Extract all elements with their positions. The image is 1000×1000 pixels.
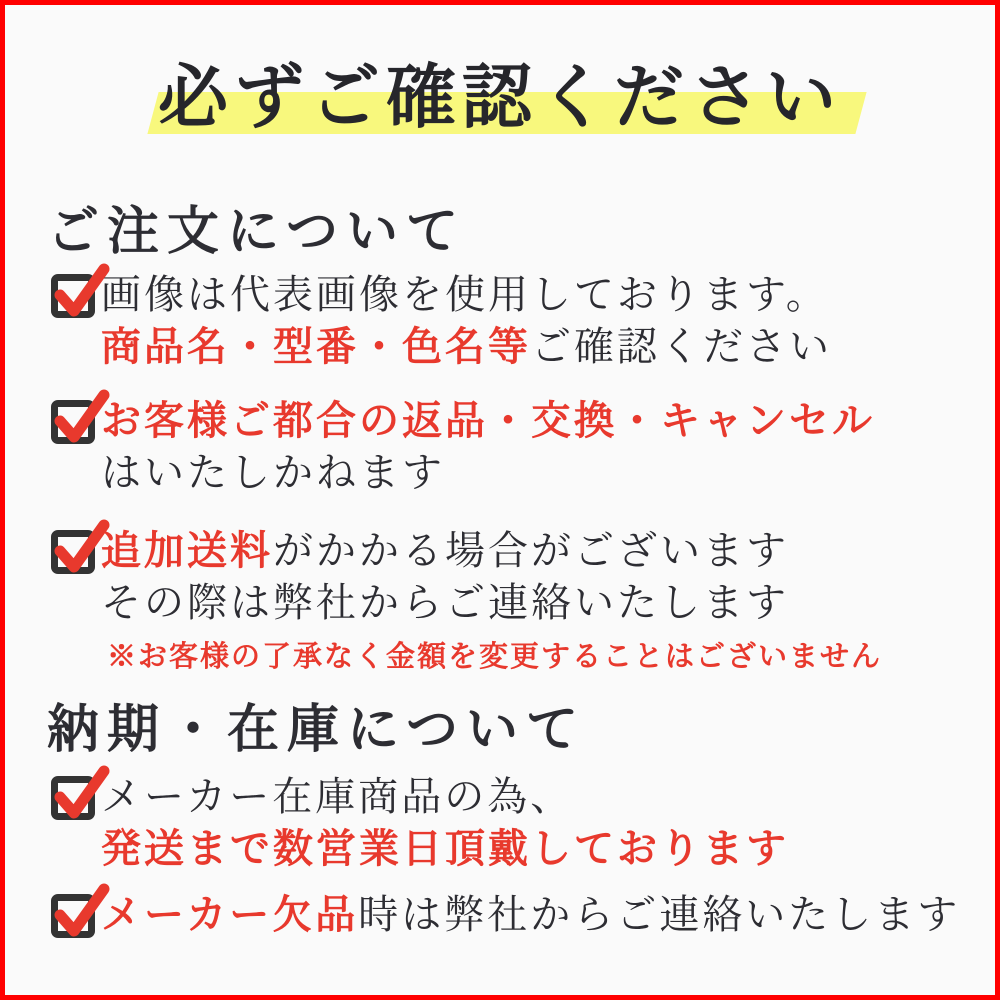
item-text-black: ご確認ください xyxy=(531,324,832,369)
checkmark-icon xyxy=(52,517,110,575)
checkbox-checked-icon xyxy=(51,400,95,444)
list-item-maker-stock xyxy=(51,771,789,875)
item-text-black: はいたしかねます xyxy=(101,450,445,495)
item-line xyxy=(101,823,789,875)
item-text xyxy=(101,771,789,875)
section-heading-stock: 納期・在庫について xyxy=(47,702,586,759)
item-line xyxy=(101,889,960,941)
item-text-red: 発送まで数営業日頂戴しております xyxy=(101,826,789,871)
item-note-red: ※お客様の了承なく金額を変更することはございません xyxy=(107,641,883,673)
list-item-no-returns xyxy=(51,395,875,499)
item-text xyxy=(101,889,960,941)
checkmark-icon xyxy=(52,261,110,319)
item-line xyxy=(101,269,832,321)
page-title: 必ずご確認ください xyxy=(158,60,842,137)
checkmark-icon xyxy=(52,387,110,445)
item-text-black: 画像は代表画像を使用しております。 xyxy=(101,272,829,317)
item-line xyxy=(101,771,789,823)
item-line xyxy=(101,525,882,577)
item-text-black: 時は弊社からご連絡いたします xyxy=(358,892,961,937)
item-line xyxy=(101,321,832,373)
item-text xyxy=(101,525,882,675)
item-text-black: がかかる場合がございます xyxy=(273,528,789,573)
item-line xyxy=(101,577,882,629)
item-text-red: 商品名・型番・色名等 xyxy=(101,324,531,369)
checkmark-icon xyxy=(52,763,110,821)
checkmark-icon xyxy=(52,881,110,939)
checkbox-checked-icon xyxy=(51,530,95,574)
list-item-extra-shipping xyxy=(51,525,882,675)
item-text xyxy=(101,395,875,499)
item-text-black: その際は弊社からご連絡いたします xyxy=(101,580,789,625)
item-text-black: メーカー在庫商品の為、 xyxy=(101,774,574,819)
list-item-representative-image xyxy=(51,269,832,373)
list-item-maker-out-of-stock xyxy=(51,889,960,941)
section-heading-order: ご注文について xyxy=(47,204,466,261)
item-line xyxy=(101,447,875,499)
item-text xyxy=(101,269,832,373)
item-text-red: お客様ご都合の返品・交換・キャンセル xyxy=(101,398,875,443)
item-text-red: 追加送料 xyxy=(101,528,273,573)
item-text-red: メーカー欠品 xyxy=(101,892,359,937)
checkbox-checked-icon xyxy=(51,776,95,820)
checkbox-checked-icon xyxy=(51,894,95,938)
item-line xyxy=(101,395,875,447)
checkbox-checked-icon xyxy=(51,274,95,318)
